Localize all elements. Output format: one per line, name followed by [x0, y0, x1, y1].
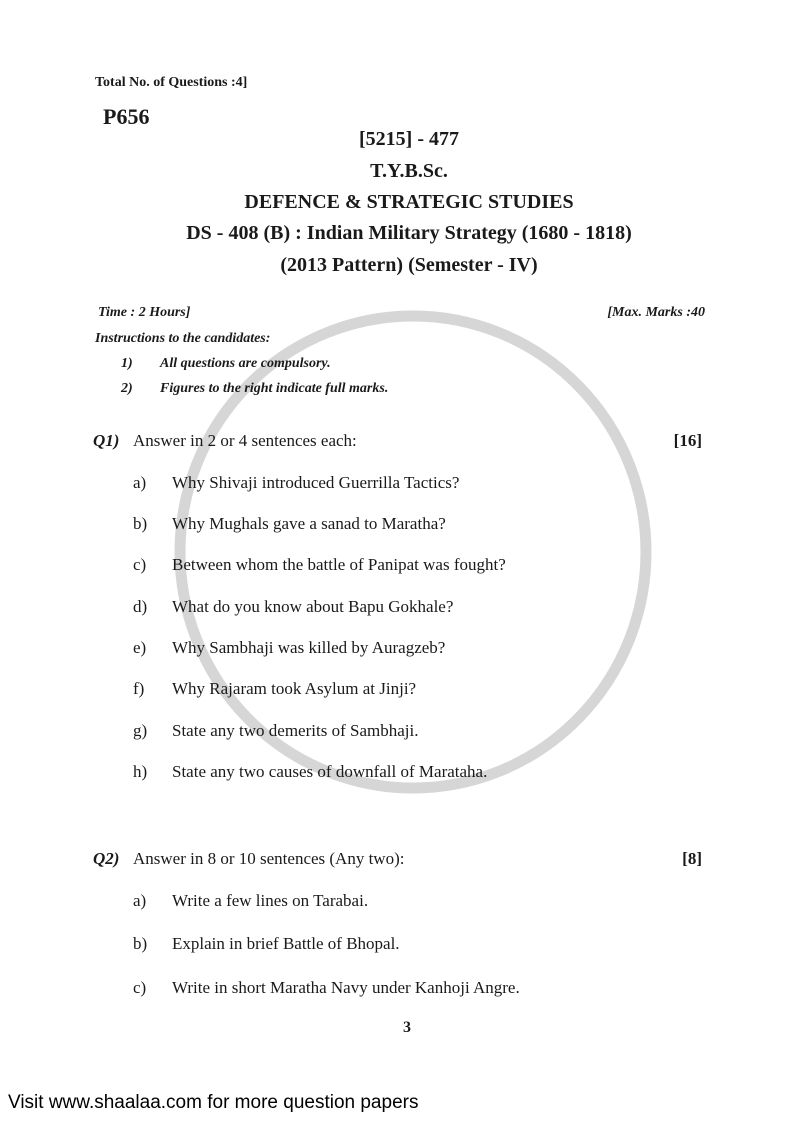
instruction-num: 2) [121, 381, 133, 396]
time: Time : 2 Hours] [98, 305, 191, 320]
instruction-text: All questions are compulsory. [160, 356, 331, 371]
total-questions: Total No. of Questions :4] [95, 75, 248, 90]
question-number: Q2) [93, 849, 120, 868]
question-marks: [8] [682, 849, 702, 868]
item-label: c) [133, 978, 147, 997]
item-text: Write a few lines on Tarabai. [172, 891, 369, 910]
question-text: Answer in 8 or 10 sentences (Any two): [133, 849, 405, 868]
item-label: a) [133, 473, 147, 492]
max-marks: [Max. Marks :40 [607, 305, 705, 320]
item-text: Why Sambhaji was killed by Auragzeb? [172, 638, 446, 657]
instruction-text: Figures to the right indicate full marks. [160, 381, 389, 396]
item-label: e) [133, 638, 147, 657]
item-text: Write in short Maratha Navy under Kanhoji Angre. [172, 978, 520, 997]
paper-title: DS - 408 (B) : Indian Military Strategy (1680 - 1818) [186, 222, 632, 244]
pattern: (2013 Pattern) (Semester - IV) [280, 254, 538, 276]
question-marks: [16] [673, 431, 702, 450]
question-number: Q1) [93, 431, 120, 450]
item-label: d) [133, 597, 148, 616]
exam-code: [5215] - 477 [359, 128, 459, 150]
item-label: h) [133, 762, 148, 781]
item-text: State any two causes of downfall of Marataha. [172, 762, 488, 781]
item-label: b) [133, 934, 148, 953]
item-text: What do you know about Bapu Gokhale? [172, 597, 454, 616]
item-label: a) [133, 891, 147, 910]
item-text: State any two demerits of Sambhaji. [172, 721, 419, 740]
item-label: c) [133, 555, 147, 574]
footer-link[interactable]: Visit www.shaalaa.com for more question papers [8, 1092, 419, 1113]
course: T.Y.B.Sc. [370, 160, 448, 182]
item-label: b) [133, 514, 148, 533]
instructions-title: Instructions to the candidates: [95, 331, 271, 346]
question-text: Answer in 2 or 4 sentences each: [133, 431, 357, 450]
instruction-num: 1) [121, 356, 133, 371]
q1-subquestions [0, 473, 800, 803]
item-text: Why Shivaji introduced Guerrilla Tactics? [172, 473, 460, 492]
item-text: Between whom the battle of Panipat was fought? [172, 555, 506, 574]
item-label: g) [133, 721, 148, 740]
page-number: 3 [403, 1019, 411, 1036]
item-text: Explain in brief Battle of Bhopal. [172, 934, 400, 953]
q2-subquestions [0, 891, 800, 1001]
item-text: Why Rajaram took Asylum at Jinji? [172, 679, 417, 698]
item-label: f) [133, 679, 145, 698]
item-text: Why Mughals gave a sanad to Maratha? [172, 514, 446, 533]
paper-code: P656 [103, 104, 150, 129]
subject: DEFENCE & STRATEGIC STUDIES [244, 191, 574, 213]
